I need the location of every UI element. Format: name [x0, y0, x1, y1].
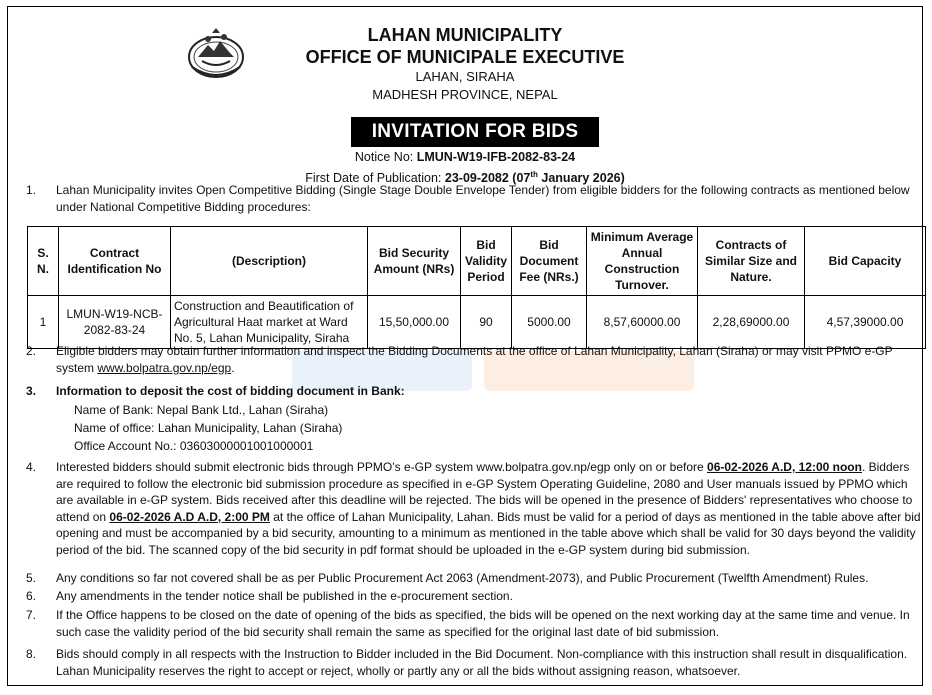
bids-table: [27, 226, 926, 349]
header: [8, 24, 922, 104]
office-name: OFFICE OF MUNICIPALE EXECUTIVE: [305, 47, 625, 67]
opening-time: 06-02-2026 A.D A.D, 2:00 PM: [109, 509, 270, 524]
address-province: MADHESH PROVINCE, NEPAL: [372, 87, 558, 102]
col-bid-capacity: Bid Capacity: [805, 227, 926, 296]
paragraph-7: 7. If the Office happens to be closed on the date of opening of the bids as specified, the bids will be opened on the next working day at the same time and venue. In such case the validity period of the bid security shall remain the same as specified for the original last date of bid submission.: [26, 608, 910, 639]
paragraph-3-title: 3. Information to deposit the cost of bidding document in Bank:: [26, 384, 405, 398]
paragraph-1: 1. Lahan Municipality invites Open Competitive Bidding (Single Stage Double Envelope Tender) from eligible bidders for the following contracts as mentioned below under National Competitive Bidding procedures:: [26, 183, 910, 214]
page-title: INVITATION FOR BIDS: [351, 117, 599, 147]
office-name-bank: Name of office: Lahan Municipality, Lahan (Siraha): [74, 421, 343, 435]
paragraph-5: 5. Any conditions so far not covered shall be as per Public Procurement Act 2063 (Amendment-2073), and Public Procurement (Twelfth Amendment) Rules.: [26, 571, 869, 585]
cell-sn: 1: [28, 296, 59, 349]
paragraph-8: 8. Bids should comply in all respects with the Instruction to Bidder included in the Bid Document. Non-compliance with this instruction shall result in disqualification. Lahan Municipality reserves the right to accept or reject, wholly or partly any or all the bids without assigning reason, whatsoever.: [26, 647, 908, 678]
table-row: [28, 296, 926, 349]
cell-bid-security: 15,50,000.00: [368, 296, 461, 349]
cell-validity: 90: [461, 296, 512, 349]
paragraph-2: 2. Eligible bidders may obtain further information and inspect the Bidding Documents at the office of Lahan Municipality, Lahan (Siraha) or may visit PPMO e-GP system www.bolpatra.gov.np/egp.: [26, 344, 893, 375]
col-similar-contracts: Contracts of Similar Size and Nature.: [698, 227, 805, 296]
municipality-name: LAHAN MUNICIPALITY: [367, 25, 563, 45]
notice-number: Notice No: LMUN-W19-IFB-2082-83-24: [354, 150, 576, 164]
col-contract-id: Contract Identification No: [59, 227, 171, 296]
notice-page: [7, 6, 923, 686]
submission-deadline: 06-02-2026 A.D, 12:00 noon: [707, 460, 862, 474]
paragraph-4: 4. Interested bidders should submit electronic bids through PPMO’s e-GP system www.bolpatra.gov.np/egp only on or before 06-02-2026 A.D, 12:00 noon. Bidders are required to follow the electronic bid submission procedure as specified in e-GP System Operating Guideline, 2080 and User manuals issued by PPMO which are available in e-GP system. Bids received after this deadline will be rejected. The bids will be opened in the presence of Bidders' representatives who choose to attend on 06-02-2026 A.D A.D, 2:00 PM at the office of Lahan Municipality, Lahan. Bids must be valid for a period of days as mentioned in the table above after bid opening and must be accompanied by a bid security, amounting to a minimum as mentioned in the table above which shall be valid for 30 days beyond the validity period of the bid. The scanned copy of the bid security in pdf format should be uploaded in the e-GP system during bid submission.: [26, 460, 921, 557]
table-header-row: [28, 227, 926, 296]
cell-turnover: 8,57,60000.00: [587, 296, 698, 349]
account-number: Office Account No.: 03603000001001000001: [74, 439, 314, 453]
col-sn: S. N.: [28, 227, 59, 296]
col-turnover: Minimum Average Annual Construction Turnover.: [587, 227, 698, 296]
cell-contract-id: LMUN-W19-NCB-2082-83-24: [59, 296, 171, 349]
col-bid-security: Bid Security Amount (NRs): [368, 227, 461, 296]
cell-description: Construction and Beautification of Agricultural Haat market at Ward No. 5, Lahan Municipality, Siraha: [171, 296, 368, 349]
publication-date: First Date of Publication: 23-09-2082 (07th January 2026): [305, 170, 625, 186]
cell-doc-fee: 5000.00: [512, 296, 587, 349]
col-doc-fee: Bid Document Fee (NRs.): [512, 227, 587, 296]
col-description: (Description): [171, 227, 368, 296]
cell-similar-contracts: 2,28,69000.00: [698, 296, 805, 349]
egp-link[interactable]: www.bolpatra.gov.np/egp: [97, 360, 232, 375]
paragraph-6: 6. Any amendments in the tender notice shall be published in the e-procurement section.: [26, 589, 513, 603]
address-city: LAHAN, SIRAHA: [415, 69, 515, 84]
col-validity: Bid Validity Period: [461, 227, 512, 296]
bank-name: Name of Bank: Nepal Bank Ltd., Lahan (Siraha): [74, 403, 329, 417]
cell-bid-capacity: 4,57,39000.00: [805, 296, 926, 349]
